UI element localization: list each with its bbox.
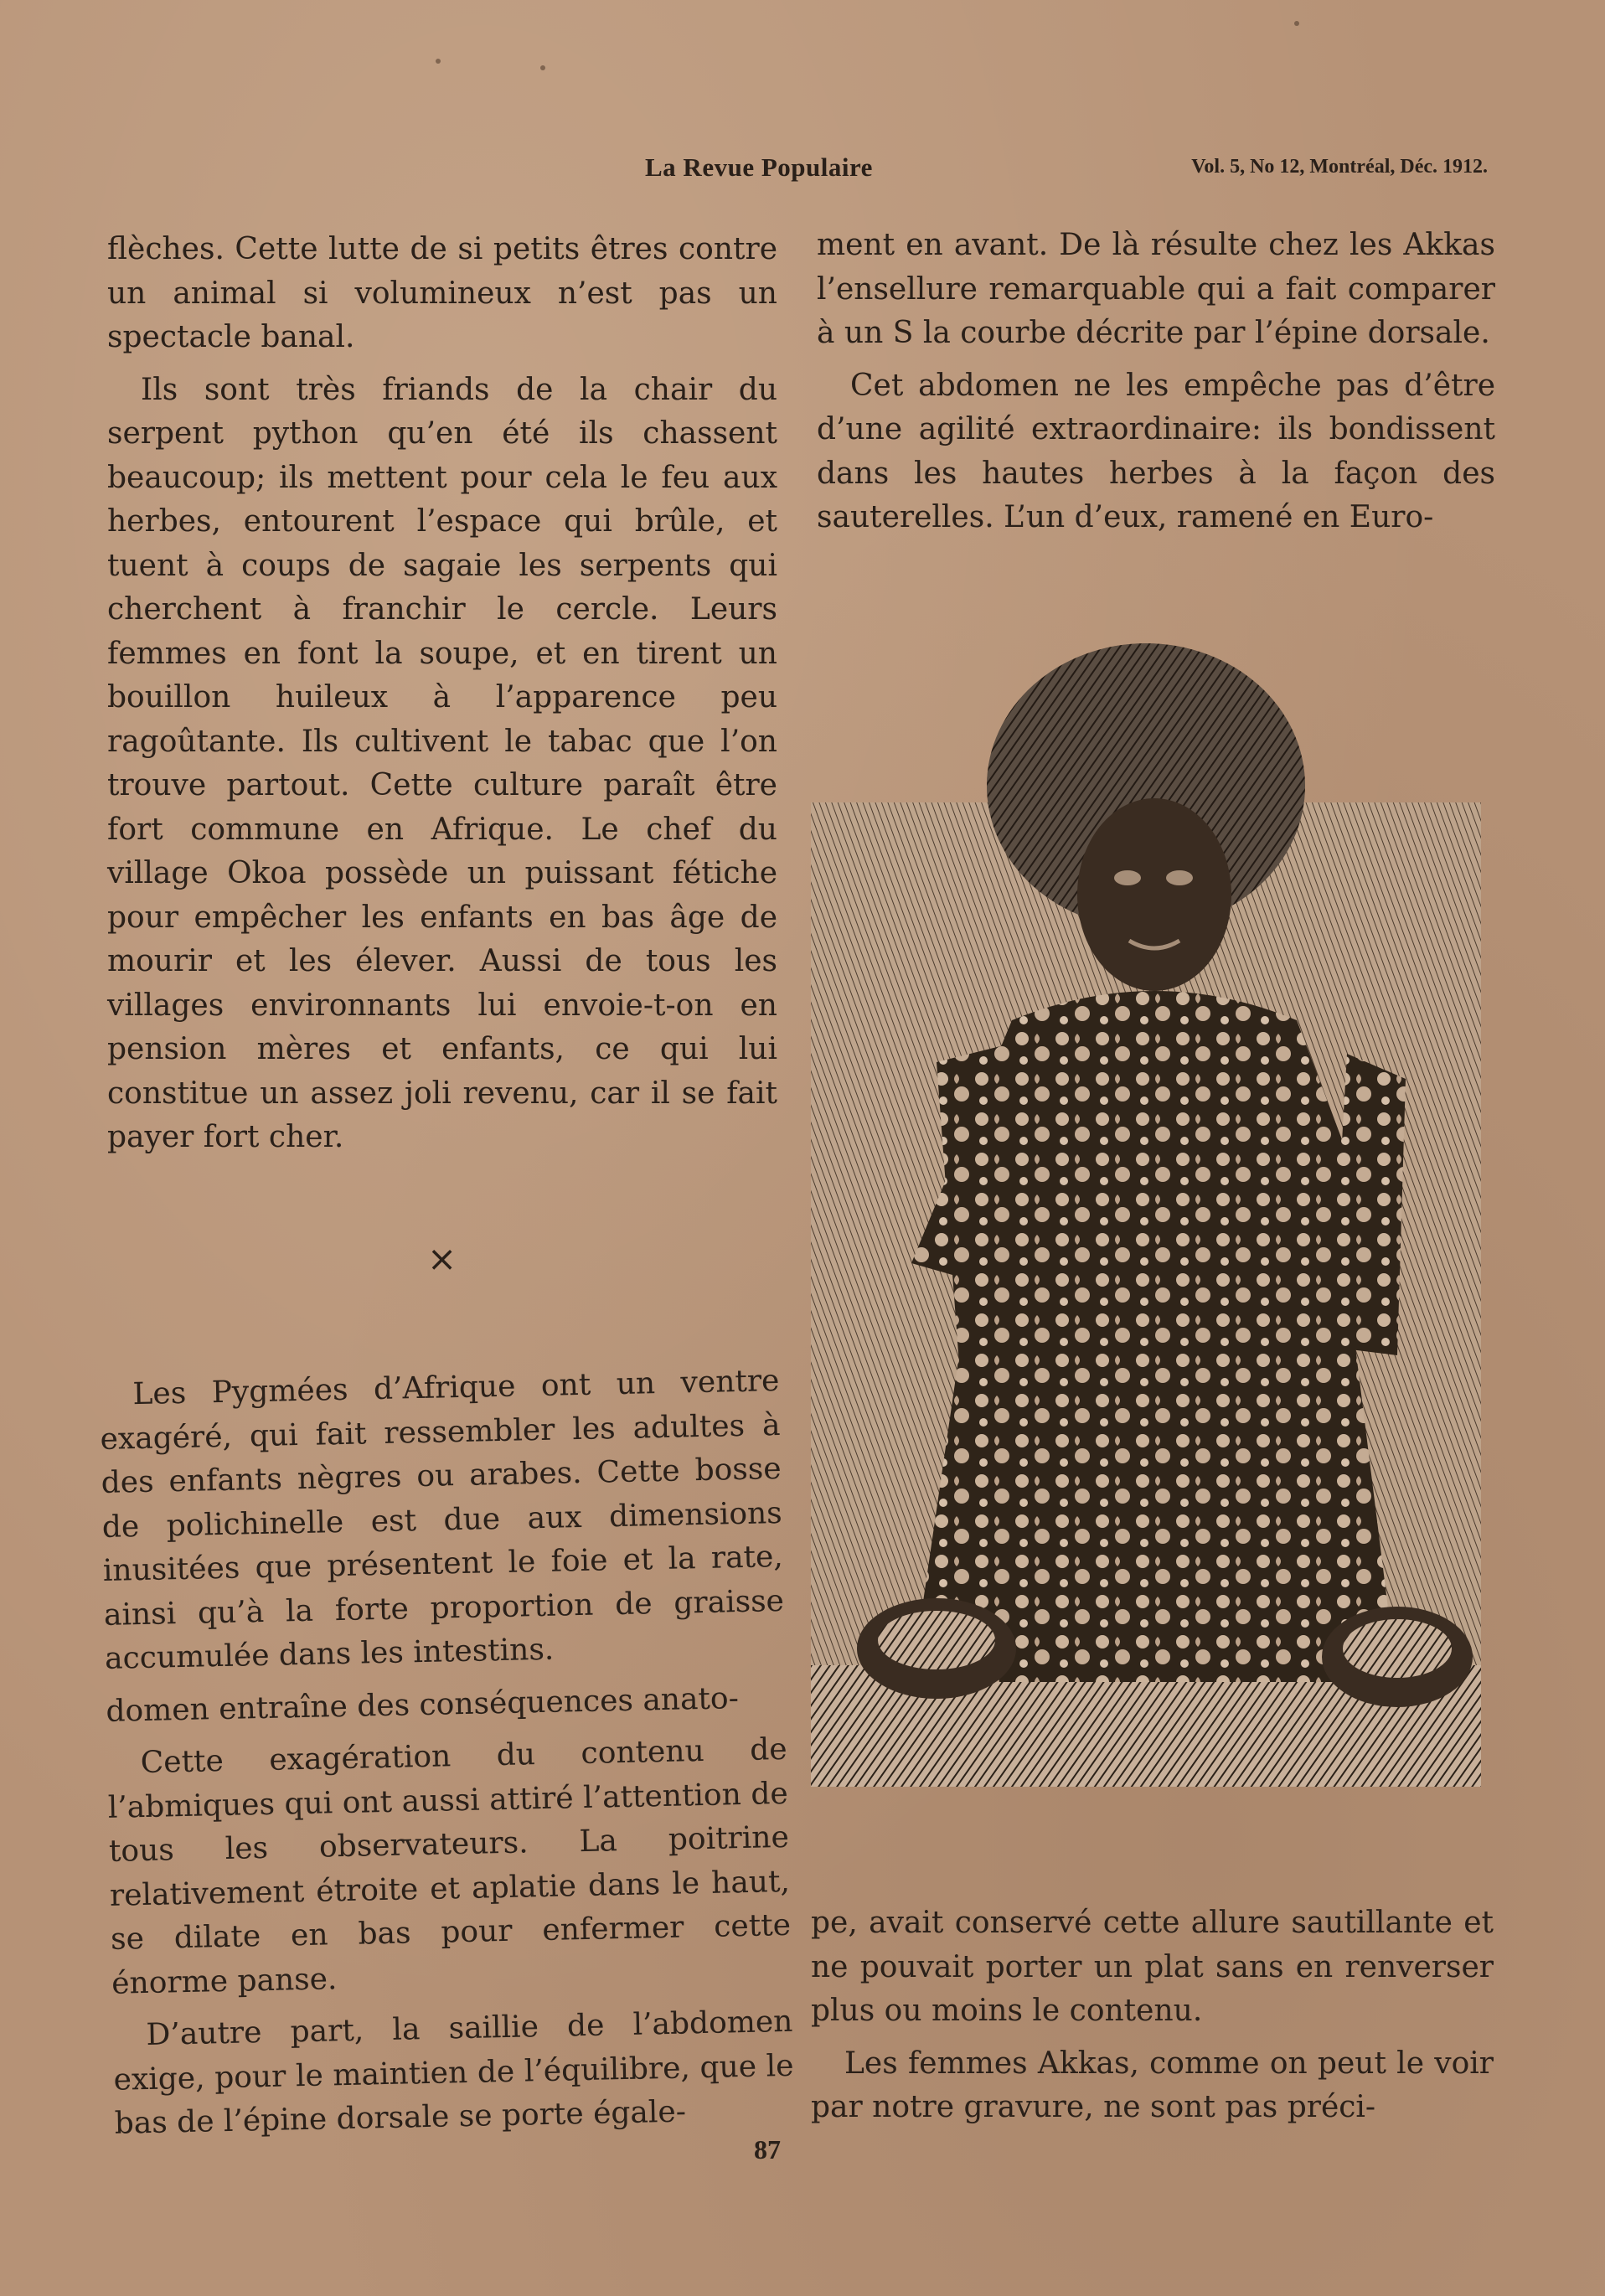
paragraph: pe, avait conservé cette allure sautillante et ne pouvait porter un plat sans en renverser plus ou moins le contenu.: [811, 1906, 1494, 2028]
running-header: [645, 152, 1488, 186]
paragraph: D’autre part, la saillie de l’abdomen exige, pour le maintien de l’équilibre, que le bas de l’épine dorsale se porte égale-: [113, 2004, 794, 2141]
paragraph: Cette exagération du contenu de l’abmiques qui ont aussi attiré l’attention de tous les observateurs. La poitrine relativement étroite et aplatie dans le haut, se dilate en bas pour enfermer cette énorme panse.: [107, 1731, 792, 2001]
paper-speck: [540, 65, 545, 70]
left-column-bottom: [99, 1360, 795, 2154]
section-separator: ×: [427, 1238, 457, 1279]
paragraph: Les Pygmées d’Afrique ont un ventre exagéré, qui fait ressembler les adultes à des enfants nègres ou arabes. Cette bosse de polichinelle est due aux dimensions inusitées que présentent le foie et la rate, ainsi qu’à la forte proportion de graisse accumulée dans les intestins.: [100, 1363, 785, 1676]
issue-info: Vol. 5, No 12, Montréal, Déc. 1912.: [1191, 156, 1488, 178]
paragraph: Cet abdomen ne les empêche pas d’être d’une agilité extraordinaire: ils bondissent dans les hautes herbes à la façon des sauterelles. L’un d’eux, ramené en Euro-: [817, 368, 1495, 534]
paper-speck: [1294, 21, 1299, 26]
journal-title: La Revue Populaire: [645, 152, 873, 182]
page-number: 87: [754, 2134, 781, 2164]
paragraph: Ils sont très friands de la chair du serpent python qu’en été ils chassent beaucoup; ils mettent pour cela le feu aux herbes, entourent l’espace qui brûle, et tuent à coups de sagaie les serpents qui cherchent à franchir le cercle. Leurs femmes en font la soupe, et en tirent un bouillon huileux à l’apparence peu ragoûtante. Ils cultivent le tabac que l’on trouve partout. Cette culture paraît être fort commune en Afrique. Le chef du village Okoa possède un puissant fétiche pour empêcher les enfants en bas âge de mourir et les élever. Aussi de tous les villages environnants lui envoie-t-on en pension mères et enfants, ce qui lui constitue un assez joli revenu, car il se fait payer fort cher.: [107, 372, 777, 1154]
paragraph: domen entraîne des conséquences anato-: [106, 1680, 740, 1729]
paper-speck: [436, 59, 441, 64]
right-column-top: [817, 224, 1495, 549]
engraving-illustration: [811, 627, 1481, 1787]
paragraph: Les femmes Akkas, comme on peut le voir par notre gravure, ne sont pas préci-: [811, 2046, 1494, 2124]
right-column-bottom: [811, 1901, 1494, 2139]
left-column-top: [107, 228, 777, 1169]
paragraph: ment en avant. De là résulte chez les Akkas l’ensellure remarquable qui a fait comparer à un S la courbe décrite par l’épine dorsale.: [817, 228, 1495, 350]
paragraph: flèches. Cette lutte de si petits êtres contre un animal si volumineux n’est pas un spectacle banal.: [107, 232, 777, 354]
